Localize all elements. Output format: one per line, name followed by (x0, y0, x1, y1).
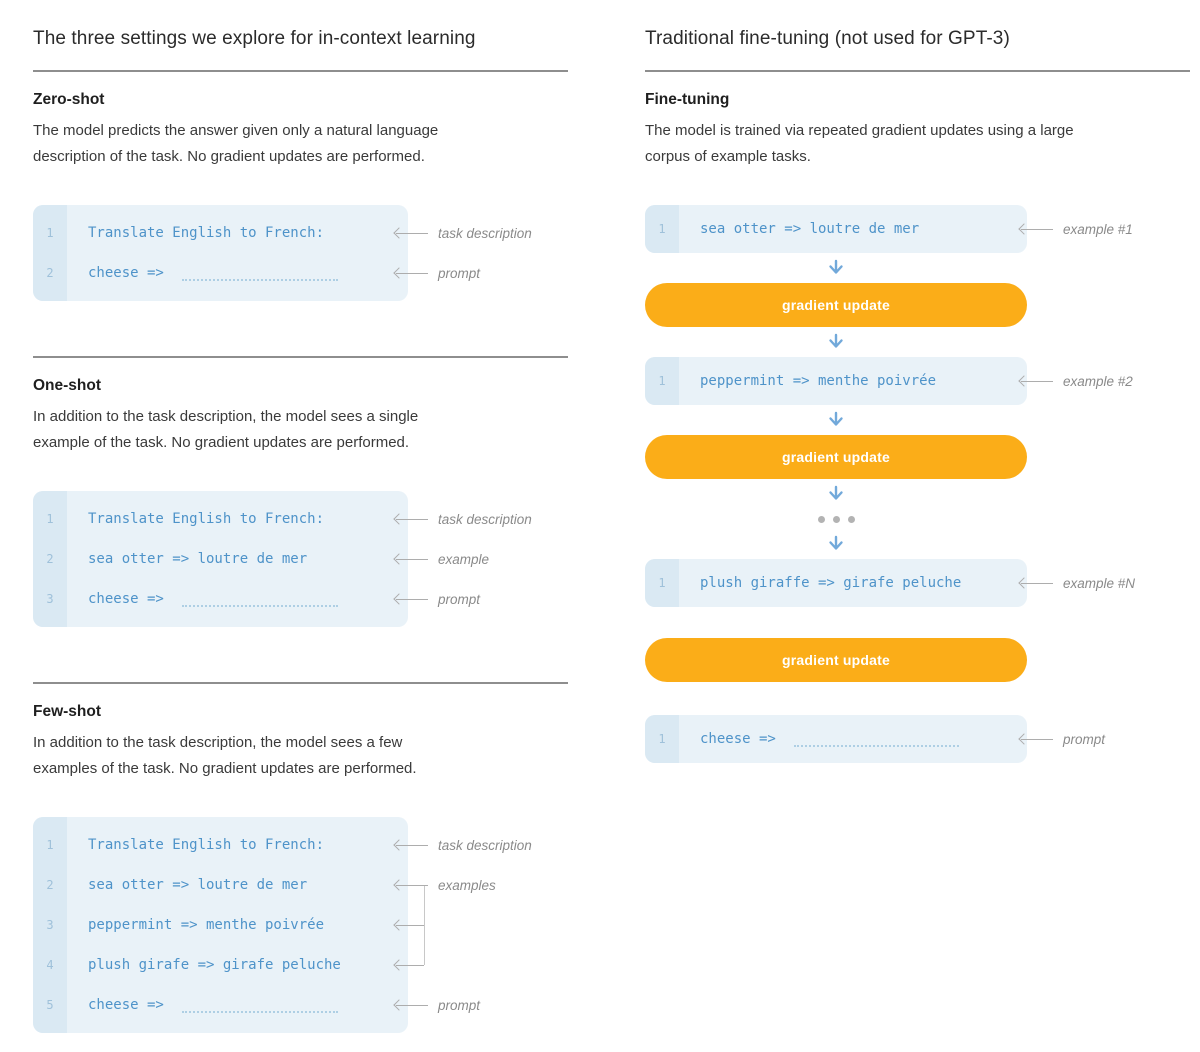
code-card-row (645, 205, 1190, 253)
ellipsis-dots-icon (645, 509, 1027, 529)
code-card (33, 817, 408, 1033)
blank-dotted-line (182, 1011, 338, 1013)
code-text: Translate English to French: (88, 225, 325, 241)
gradient-update-label: gradient update (781, 449, 890, 465)
annotation-row (396, 539, 532, 579)
left-arrow-icon (396, 273, 428, 274)
annotation-row (396, 985, 532, 1025)
code-card-row (645, 357, 1190, 405)
left-column-title: The three settings we explore for in-context learning (33, 28, 476, 49)
section-description: The model is trained via repeated gradient updates using a large corpus of example tasks. (645, 122, 1074, 165)
code-text: plush girafe => girafe peluche (88, 957, 341, 973)
title-divider (645, 70, 1190, 72)
code-text: cheese => (88, 591, 164, 607)
annotation-row (396, 253, 532, 293)
line-number: 1 (46, 838, 54, 852)
code-card (645, 559, 1027, 607)
down-arrow-icon (645, 327, 1027, 357)
line-number: 2 (46, 552, 54, 566)
code-card (645, 205, 1027, 253)
title-divider (33, 70, 568, 72)
annotation-label: task description (438, 511, 532, 527)
left-arrow-icon (396, 233, 428, 234)
annotation-label: examples (438, 877, 496, 893)
code-text: cheese => (88, 265, 164, 281)
annotation-label: prompt (438, 265, 481, 281)
section-one-shot (33, 356, 568, 627)
line-number: 1 (658, 576, 666, 590)
code-text: peppermint => menthe poivrée (700, 373, 937, 389)
annotation-label: task description (438, 225, 532, 241)
blank-dotted-line (794, 745, 959, 747)
code-line (33, 905, 408, 945)
annotation-row (396, 905, 532, 945)
blank-dotted-line (182, 279, 338, 281)
annotation-row (396, 825, 532, 865)
section-divider (33, 682, 568, 684)
left-arrow-icon (1021, 739, 1053, 740)
down-arrow-icon (645, 479, 1027, 509)
annotation-row (396, 499, 532, 539)
fine-tuning-column (645, 26, 1190, 1033)
left-arrow-icon (1021, 381, 1053, 382)
line-number: 3 (46, 918, 54, 932)
section-zero-shot (33, 92, 568, 301)
line-number: 1 (658, 374, 666, 388)
line-number: 5 (46, 998, 54, 1012)
code-card-row (33, 817, 568, 1033)
left-arrow-icon (1021, 583, 1053, 584)
code-card-row (33, 491, 568, 627)
left-arrow-icon (396, 559, 428, 560)
line-number: 1 (46, 226, 54, 240)
annotation-row (1021, 374, 1133, 389)
left-arrow-icon (1021, 229, 1053, 230)
figure-columns (33, 26, 1200, 1033)
code-line (33, 539, 408, 579)
annotation-row (396, 865, 532, 905)
annotation-label: example #1 (1063, 221, 1133, 237)
annotation-label: prompt (438, 997, 481, 1013)
code-line (33, 985, 408, 1025)
code-line (645, 719, 1027, 759)
code-text: sea otter => loutre de mer (88, 877, 308, 893)
section-description: The model predicts the answer given only a natural language description of the task. No gradient updates are performed. (33, 122, 439, 165)
annotation-label: example #2 (1063, 373, 1133, 389)
code-line (33, 825, 408, 865)
annotation-column (396, 491, 532, 619)
annotation-row (1021, 222, 1133, 237)
line-number: 3 (46, 592, 54, 606)
code-line (33, 499, 408, 539)
left-arrow-icon (396, 519, 428, 520)
gradient-update-pill (645, 283, 1027, 327)
code-text: cheese => (88, 997, 164, 1013)
code-card-row (645, 715, 1190, 763)
line-number: 2 (46, 266, 54, 280)
line-number: 1 (658, 732, 666, 746)
section-heading: One-shot (33, 377, 102, 394)
line-number: 4 (46, 958, 54, 972)
code-text: Translate English to French: (88, 837, 325, 853)
down-arrow-icon (645, 253, 1027, 283)
annotation-row (1021, 576, 1135, 591)
left-arrow-icon (396, 845, 428, 846)
code-card (33, 205, 408, 301)
gradient-update-pill (645, 435, 1027, 479)
annotation-column (396, 205, 532, 293)
code-line (645, 563, 1027, 603)
annotation-label: example #N (1063, 575, 1136, 591)
left-arrow-icon (396, 885, 428, 886)
gradient-update-label: gradient update (781, 297, 890, 313)
gradient-update-label: gradient update (781, 652, 890, 668)
gradient-update-pill (645, 638, 1027, 682)
annotation-row (396, 579, 532, 619)
annotation-row (396, 945, 532, 985)
annotation-label: task description (438, 837, 532, 853)
line-number: 1 (658, 222, 666, 236)
code-text: cheese => (700, 731, 776, 747)
annotation-label: example (438, 551, 490, 567)
section-few-shot (33, 682, 568, 1033)
code-text: Translate English to French: (88, 511, 325, 527)
left-arrow-icon (396, 925, 424, 926)
fine-tuning-flow (645, 205, 1190, 763)
code-line (33, 213, 408, 253)
left-arrow-icon (396, 599, 428, 600)
section-divider (33, 356, 568, 358)
code-text: sea otter => loutre de mer (700, 221, 920, 237)
code-line (33, 945, 408, 985)
left-arrow-icon (396, 1005, 428, 1006)
line-number: 1 (46, 512, 54, 526)
down-arrow-icon (645, 529, 1027, 559)
code-card (645, 715, 1027, 763)
left-arrow-icon (396, 965, 424, 966)
section-description: In addition to the task description, the model sees a few examples of the task. No gradient updates are performed. (33, 734, 417, 777)
code-card-row (33, 205, 568, 301)
in-context-learning-column (33, 26, 568, 1033)
code-card (645, 357, 1027, 405)
section-heading: Fine-tuning (645, 91, 730, 108)
down-arrow-icon (645, 405, 1027, 435)
code-line (33, 253, 408, 293)
annotation-row (396, 213, 532, 253)
annotation-label: prompt (1063, 731, 1106, 747)
code-line (645, 361, 1027, 401)
code-line (645, 209, 1027, 249)
annotation-row (1021, 732, 1105, 747)
line-number: 2 (46, 878, 54, 892)
annotation-label: prompt (438, 591, 481, 607)
code-text: peppermint => menthe poivrée (88, 917, 325, 933)
code-card-row (645, 559, 1190, 607)
annotation-column (396, 817, 532, 1025)
section-heading: Zero-shot (33, 91, 105, 108)
code-text: sea otter => loutre de mer (88, 551, 308, 567)
section-heading: Few-shot (33, 703, 102, 720)
code-line (33, 579, 408, 619)
code-card (33, 491, 408, 627)
code-text: plush giraffe => girafe peluche (700, 575, 962, 591)
blank-dotted-line (182, 605, 338, 607)
code-line (33, 865, 408, 905)
section-description: In addition to the task description, the model sees a single example of the task. No gradient updates are performed. (33, 408, 419, 451)
right-column-title: Traditional fine-tuning (not used for GPT-3) (645, 28, 1010, 49)
